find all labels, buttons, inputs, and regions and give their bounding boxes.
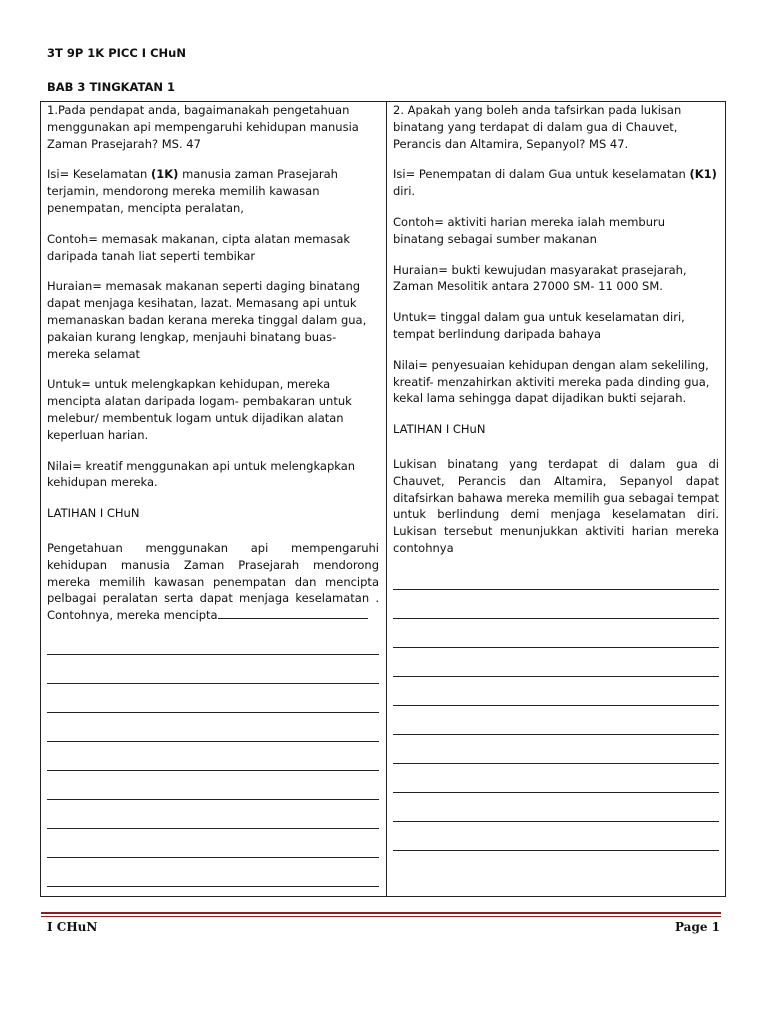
right-untuk: Untuk= tinggal dalam gua untuk keselamatan diri, tempat berlindung daripada bahaya xyxy=(393,310,685,341)
answer-line[interactable] xyxy=(393,648,719,677)
left-contoh: Contoh= memasak makanan, cipta alatan memasak daripada tanah liat seperti tembikar xyxy=(47,231,351,263)
answer-line[interactable] xyxy=(393,590,719,619)
answer-line[interactable] xyxy=(393,764,719,793)
answer-blank[interactable] xyxy=(218,607,368,619)
answer-line[interactable] xyxy=(47,800,379,829)
answer-line[interactable] xyxy=(393,822,719,851)
left-isi: Isi= Keselamatan (1K) manusia zaman Prasejarah terjamin, mendorong mereka memilih kawasan penempatan, mencipta peralatan, xyxy=(47,167,338,215)
document-header-code: 3T 9P 1K PICC I CHuN xyxy=(47,46,186,60)
question-1: 1.Pada pendapat anda, bagaimanakah pengetahuan menggunakan api mempengaruhi kehidupan manusia Zaman Prasejarah? MS. 47 xyxy=(47,103,359,151)
page-number: Page 1 xyxy=(674,920,720,934)
column-divider xyxy=(386,102,387,896)
answer-line[interactable] xyxy=(47,684,379,713)
answer-line[interactable] xyxy=(393,619,719,648)
left-answer-lines xyxy=(47,626,379,887)
left-untuk: Untuk= untuk melengkapkan kehidupan, mereka mencipta alatan daripada logam- pembakaran untuk melebur/ membentuk logam untuk dijadikan alatan keperluan harian. xyxy=(47,377,352,442)
left-column xyxy=(47,102,379,887)
left-nilai: Nilai= kreatif menggunakan api untuk melengkapkan kehidupan mereka. xyxy=(47,458,356,490)
answer-line[interactable] xyxy=(393,793,719,822)
right-column xyxy=(393,102,719,851)
answer-line[interactable] xyxy=(393,561,719,590)
footer-author: I CHuN xyxy=(47,920,98,934)
right-latihan-heading: LATIHAN I CHuN xyxy=(393,422,486,437)
right-huraian: Huraian= bukti kewujudan masyarakat prasejarah, Zaman Mesolitik antara 27000 SM- 11 000 SM. xyxy=(393,262,687,294)
footer-rule xyxy=(41,912,721,914)
right-contoh: Contoh= aktiviti harian mereka ialah memburu binatang sebagai sumber makanan xyxy=(393,214,666,246)
question-2: 2. Apakah yang boleh anda tafsirkan pada lukisan binatang yang terdapat di dalam gua di Chauvet, Perancis dan Altamira, Sepanyol? MS 47. xyxy=(393,103,682,151)
answer-line[interactable] xyxy=(47,858,379,887)
answer-line[interactable] xyxy=(47,655,379,684)
right-nilai: Nilai= penyesuaian kehidupan dengan alam sekeliling, kreatif- menzahirkan aktiviti mereka pada dinding gua, kekal lama sehingga dapat dijadikan bukti sejarah. xyxy=(393,357,710,406)
answer-line[interactable] xyxy=(47,713,379,742)
answer-line[interactable] xyxy=(393,706,719,735)
answer-line[interactable] xyxy=(47,742,379,771)
footer-rule-thin xyxy=(41,916,721,917)
chapter-heading: BAB 3 TINGKATAN 1 xyxy=(47,80,176,94)
answer-line[interactable] xyxy=(47,771,379,800)
left-latihan-heading: LATIHAN I CHuN xyxy=(47,506,140,521)
right-answer-lines xyxy=(393,561,719,851)
left-huraian: Huraian= memasak makanan seperti daging binatang dapat menjaga kesihatan, lazat. Memasang api untuk memanaskan badan kerana mereka tinggal dalam gua, pakaian kurang lengkap, menjauhi binatang buas- mereka selamat xyxy=(47,279,367,361)
answer-line[interactable] xyxy=(47,829,379,858)
right-isi: Isi= Penempatan di dalam Gua untuk keselamatan (K1) diri. xyxy=(393,167,717,199)
left-exercise-text: Pengetahuan menggunakan api mempengaruhi kehidupan manusia Zaman Prasejarah mendorong mereka memilih kawasan penempatan dan mencipta pelbagai peralatan serta dapat menjaga keselamatan . Contohnya, mereka mencipta xyxy=(47,540,379,623)
worksheet-table xyxy=(40,101,726,897)
answer-line[interactable] xyxy=(393,677,719,706)
answer-line[interactable] xyxy=(393,735,719,764)
right-exercise-text: Lukisan binatang yang terdapat di dalam gua di Chauvet, Perancis dan Altamira, Sepanyol dapat ditafsirkan bahawa mereka memilih gua sebagai tempat untuk berlindung demi menjaga keselamatan diri. Lukisan tersebut menunjukkan aktiviti harian mereka contohnya xyxy=(393,456,719,555)
answer-line[interactable] xyxy=(47,626,379,655)
